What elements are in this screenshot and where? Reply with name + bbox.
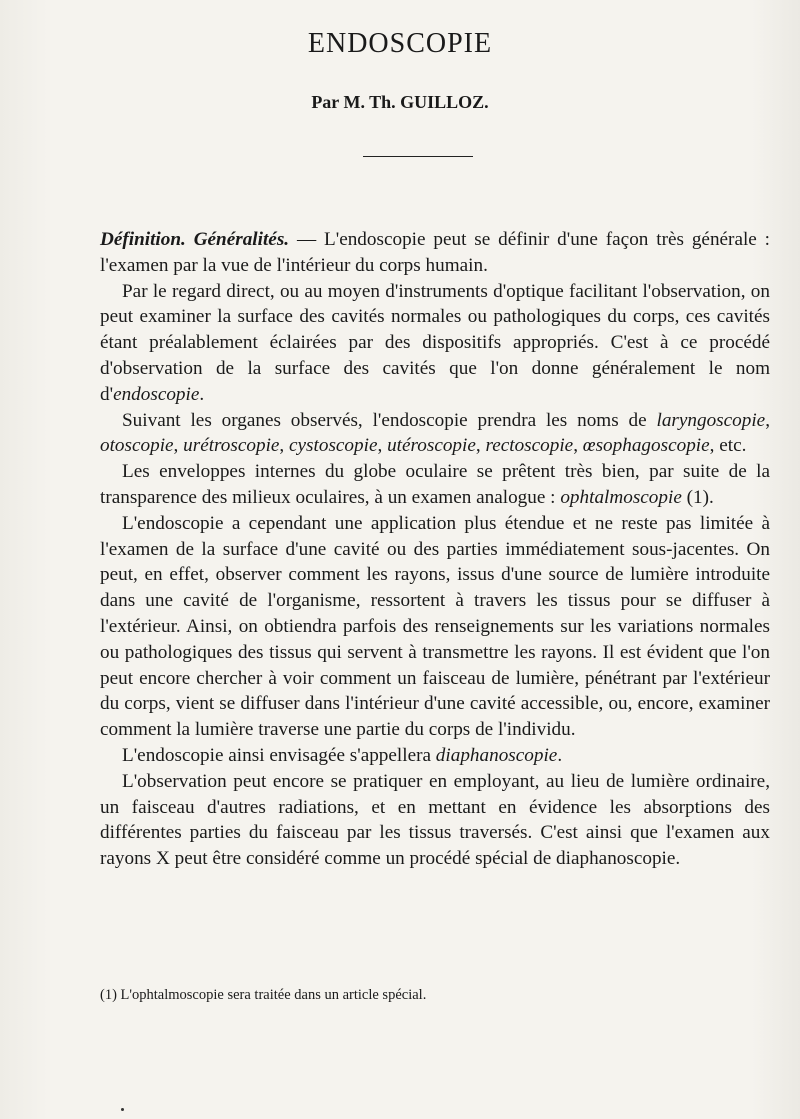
footnote: (1) L'ophtalmoscopie sera traitée dans un article spécial. bbox=[100, 987, 427, 1003]
emphasis-term: œsophagoscopie bbox=[582, 435, 710, 457]
emphasis-term: laryngoscopie bbox=[656, 409, 766, 431]
paragraph-rayons-x: L'observation peut encore se pratiquer en employant, au lieu de lumière ordinaire, un faisceau d'autres radiations, et en mettant en évidence les absorptions des différentes parties du faisceau par les tissus traversés. C'est ainsi que l'examen aux rayons X peut être considéré comme un procédé spécial de diaphanoscopie. bbox=[100, 770, 770, 870]
paragraph-endoscopie bbox=[100, 279, 770, 408]
separator-text: , bbox=[173, 435, 184, 457]
paragraph-text: — L'endoscopie peut se définir d'une façon très générale : l'examen par la vue de l'intérieur du corps humain. bbox=[100, 229, 771, 276]
paragraph-definition bbox=[100, 227, 770, 279]
separator-text: , bbox=[765, 409, 770, 431]
page-title: ENDOSCOPIE bbox=[307, 28, 493, 59]
emphasis-term: rectoscopie bbox=[485, 435, 574, 457]
paragraph-oculaire bbox=[100, 459, 770, 511]
paragraph-organes bbox=[100, 408, 770, 460]
emphasis-term: urétroscopie bbox=[183, 435, 280, 457]
article-body bbox=[100, 227, 770, 872]
separator-text: , bbox=[475, 435, 486, 457]
paragraph-application: L'endoscopie a cependant une application plus étendue et ne reste pas limitée à l'examen de la surface d'une cavité ou des parties immédiatement sous-jacentes. On peut, en effet, observer comment les rayons, issus d'une source de lumière introduite dans une cavité de l'organisme, ressortent à travers les tissus pour se diffuser à l'extérieur. Ainsi, on obtiendra parfois des renseignements sur les variations normales ou pathologiques des tissus qui servent à transmettre les rayons. Il est évident que l'on peut encore chercher à voir comment un faisceau de lumière, pénétrant par l'extérieur du corps, vient se diffuser dans l'intérieur d'une cavité accessible, ou, encore, examiner comment la lumière traverse une partie du corps de l'individu. bbox=[100, 512, 770, 741]
paragraph-text: Suivant les organes observés, l'endoscopie prendra les noms de bbox=[122, 409, 657, 431]
emphasis-term: otoscopie bbox=[100, 435, 174, 457]
paragraph-text: Par le regard direct, ou au moyen d'instruments d'optique facilitant l'observation, on peut examiner la surface des cavités normales ou pathologiques du corps, ces cavités étant préalablement éclairées par des dispositifs appropriés. C'est à ce procédé d'observation de la surface des cavités que l'on donne généralement le nom d' bbox=[100, 280, 770, 405]
separator-text: , bbox=[377, 435, 388, 457]
emphasis-term: ophtalmoscopie bbox=[560, 486, 682, 508]
paragraph-text: . bbox=[557, 744, 563, 766]
paragraph-text: Les enveloppes internes du globe oculaire se prêtent très bien, par suite de la transparence des milieux oculaires, à un examen analogue : bbox=[100, 461, 770, 508]
paragraph-text: L'endoscopie ainsi envisagée s'appellera bbox=[122, 744, 436, 766]
print-speck bbox=[121, 1108, 124, 1111]
footnote-reference: (1). bbox=[681, 486, 714, 508]
separator-text: , bbox=[279, 435, 290, 457]
separator-text: , bbox=[573, 435, 583, 457]
author-line: Par M. Th. GUILLOZ. bbox=[311, 92, 489, 112]
emphasis-term: cystoscopie bbox=[289, 435, 378, 457]
paragraph-text: , etc. bbox=[709, 435, 747, 457]
separator-rule bbox=[363, 156, 473, 157]
paragraph-text: . bbox=[199, 383, 205, 405]
emphasis-term: diaphanoscopie bbox=[435, 744, 558, 766]
emphasis-term: endoscopie bbox=[113, 383, 200, 405]
emphasis-term: utéroscopie bbox=[387, 435, 476, 457]
paragraph-diaphanoscopie bbox=[100, 743, 770, 769]
section-heading: Définition. Généralités. bbox=[100, 229, 290, 250]
